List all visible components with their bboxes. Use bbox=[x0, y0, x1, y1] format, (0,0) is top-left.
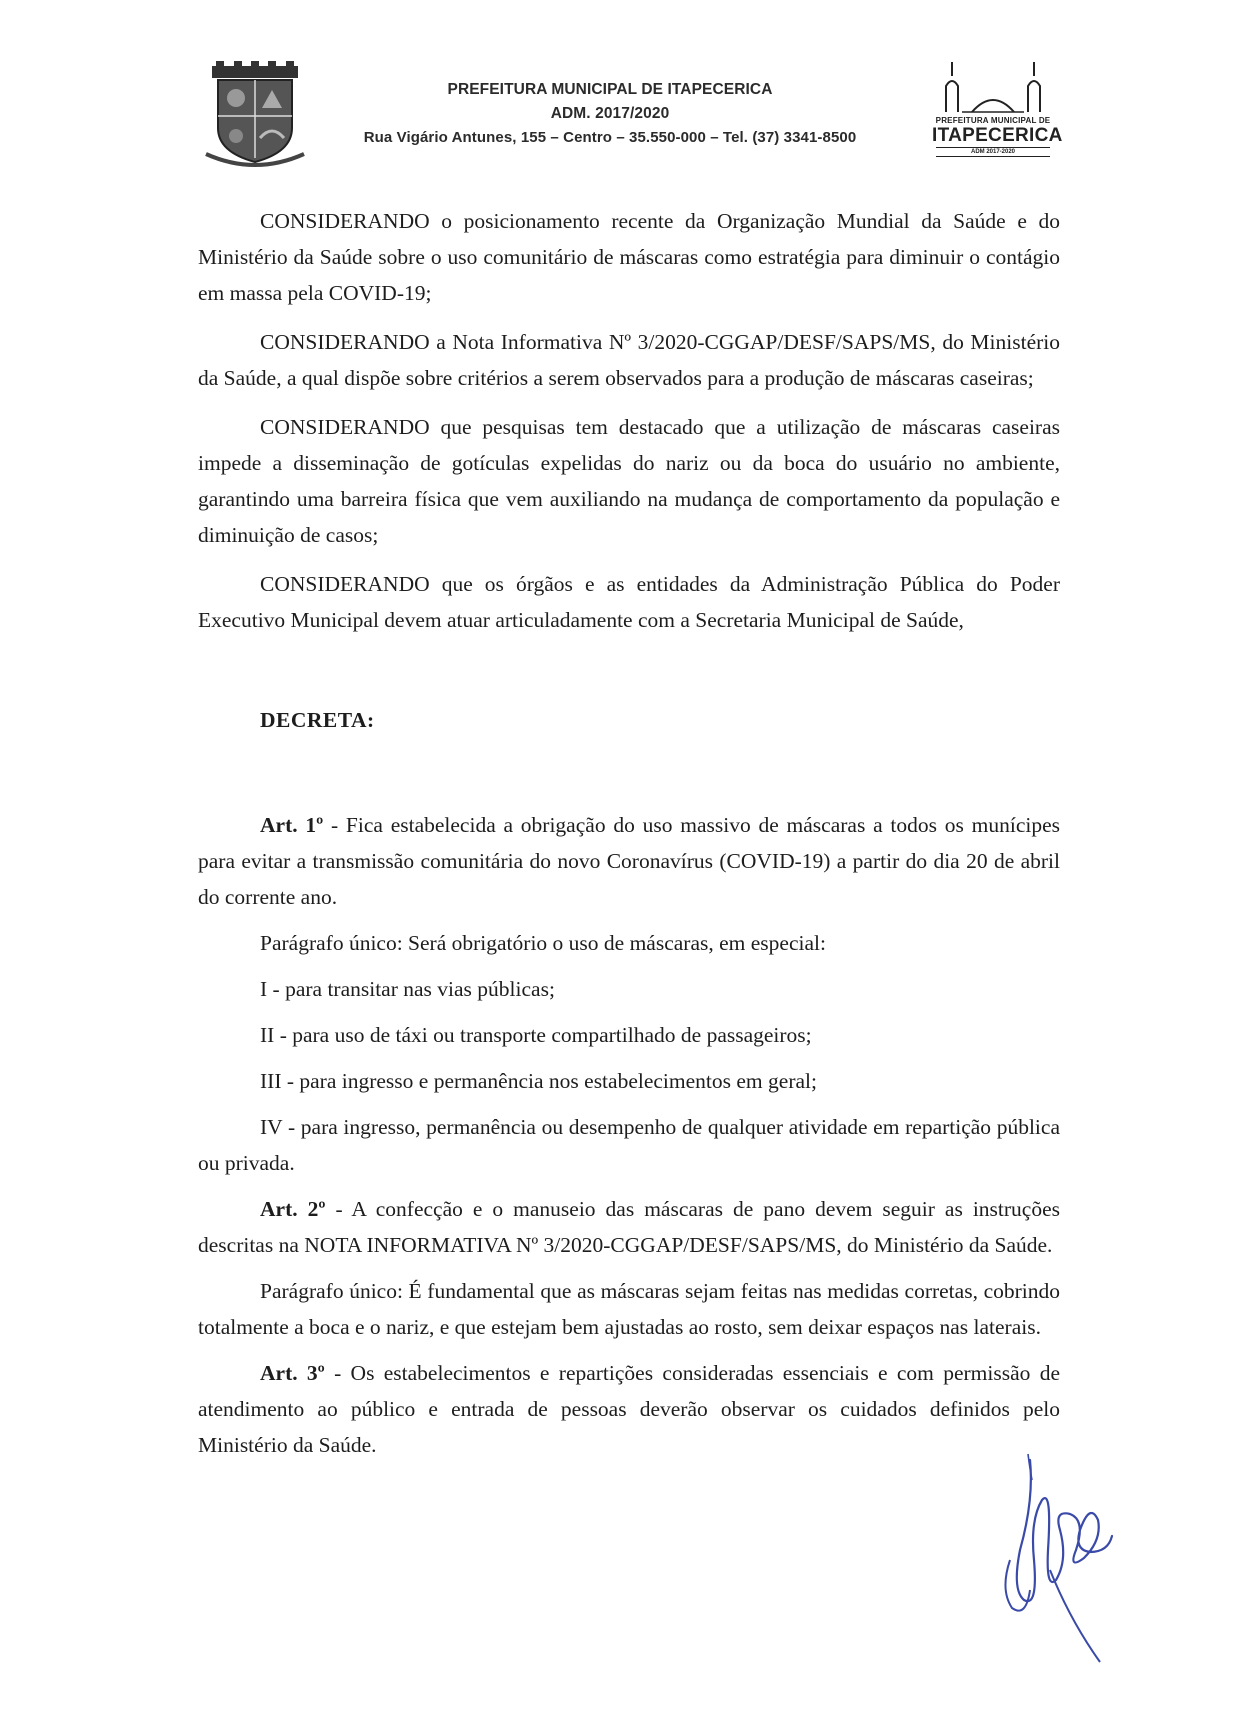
logo-line-2: ITAPECERICA bbox=[932, 125, 1063, 146]
considerando-2: CONSIDERANDO a Nota Informativa Nº 3/2020-CGGAP/DESF/SAPS/MS, do Ministério da Saúde, a qual dispõe sobre critérios a serem observados para a produção de máscaras caseiras; bbox=[198, 330, 1060, 390]
decree-body bbox=[198, 203, 1060, 1463]
article-2-sole-paragraph: Parágrafo único: É fundamental que as máscaras sejam feitas nas medidas corretas, cobrindo totalmente a boca e o nariz, e que estejam bem ajustadas ao rosto, sem deixar espaços nas laterais. bbox=[198, 1279, 1060, 1339]
article-1-item-iv: IV - para ingresso, permanência ou desempenho de qualquer atividade em repartição pública ou privada. bbox=[198, 1115, 1060, 1175]
article-1-sole-paragraph: Parágrafo único: Será obrigatório o uso de máscaras, em especial: bbox=[260, 931, 826, 955]
considerando-3: CONSIDERANDO que pesquisas tem destacado que a utilização de máscaras caseiras impede a disseminação de gotículas expelidas do nariz ou da boca do usuário no ambiente, garantindo uma barreira física que vem auxiliando na mudança de comportamento da população e diminuição de casos; bbox=[198, 415, 1060, 547]
logo-wordmark bbox=[932, 116, 1063, 157]
article-3-label: Art. 3º bbox=[260, 1361, 325, 1385]
article-1-label: Art. 1º bbox=[260, 813, 324, 837]
article-1-item-ii: II - para uso de táxi ou transporte compartilhado de passageiros; bbox=[260, 1023, 812, 1047]
considerando-1: CONSIDERANDO o posicionamento recente da Organização Mundial da Saúde e do Ministério da Saúde sobre o uso comunitário de máscaras como estratégia para diminuir o contágio em massa pela COVID-19; bbox=[198, 209, 1060, 305]
considerando-4: CONSIDERANDO que os órgãos e as entidades da Administração Pública do Poder Executivo Municipal devem atuar articuladamente com a Secretaria Municipal de Saúde, bbox=[198, 572, 1060, 632]
article-1-text: - Fica estabelecida a obrigação do uso massivo de máscaras a todos os munícipes para evitar a transmissão comunitária do novo Coronavírus (COVID-19) a partir do dia 20 de abril do corrente ano. bbox=[198, 813, 1060, 909]
letterhead bbox=[0, 0, 1239, 190]
article-2-label: Art. 2º bbox=[260, 1197, 326, 1221]
decreta-heading: DECRETA: bbox=[260, 708, 375, 732]
letterhead-text bbox=[330, 78, 890, 150]
article-1 bbox=[198, 807, 1060, 915]
municipal-coat-of-arms-icon bbox=[200, 58, 310, 168]
municipality-title: PREFEITURA MUNICIPAL DE ITAPECERICA bbox=[447, 81, 773, 98]
municipality-address: Rua Vigário Antunes, 155 – Centro – 35.550-000 – Tel. (37) 3341-8500 bbox=[363, 129, 857, 146]
article-1-item-i: I - para transitar nas vias públicas; bbox=[260, 977, 555, 1001]
administration-period: ADM. 2017/2020 bbox=[550, 105, 670, 122]
handwritten-signature-icon bbox=[990, 1440, 1120, 1670]
article-3-text: - Os estabelecimentos e repartições consideradas essenciais e com permissão de atendimento ao público e entrada de pessoas deverão observar os cuidados definidos pelo Ministério da Saúde. bbox=[198, 1361, 1060, 1457]
article-2-text: - A confecção e o manuseio das máscaras de pano devem seguir as instruções descritas na NOTA INFORMATIVA Nº 3/2020-CGGAP/DESF/SAPS/MS, do Ministério da Saúde. bbox=[198, 1197, 1060, 1257]
article-1-item-iii: III - para ingresso e permanência nos estabelecimentos em geral; bbox=[260, 1069, 817, 1093]
article-3 bbox=[198, 1355, 1060, 1463]
logo-line-1: PREFEITURA MUNICIPAL DE bbox=[935, 116, 1051, 125]
logo-line-3: ADM 2017-2020 bbox=[936, 147, 1050, 157]
article-2 bbox=[198, 1191, 1060, 1263]
